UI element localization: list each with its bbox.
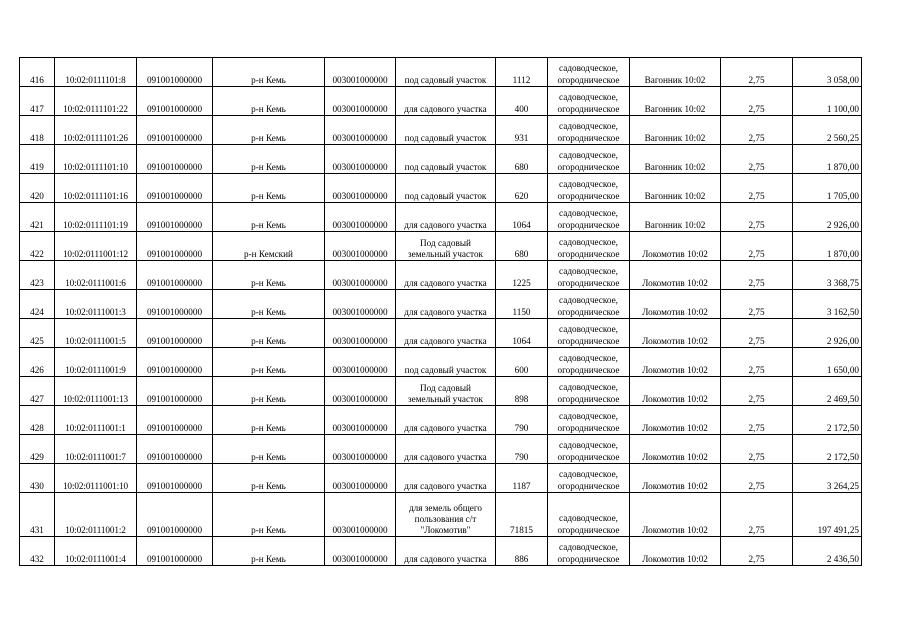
cell-oktmo: 003001000000 bbox=[325, 58, 396, 87]
table-row bbox=[20, 493, 862, 537]
cell-oktmo: 003001000000 bbox=[325, 116, 396, 145]
cell-oktmo: 003001000000 bbox=[325, 406, 396, 435]
cell-permitted-use: для садового участка bbox=[396, 290, 496, 319]
cell-sum: 1 650,00 bbox=[793, 348, 862, 377]
cell-rate: 2,75 bbox=[721, 435, 793, 464]
cell-rate: 2,75 bbox=[721, 116, 793, 145]
cell-permitted-use: для садового участка bbox=[396, 464, 496, 493]
cell-okato: 091001000000 bbox=[137, 261, 213, 290]
cell-permitted-use: под садовый участок bbox=[396, 116, 496, 145]
cell-district: р-н Кемь bbox=[213, 319, 325, 348]
cell-cadastral-zone: Вагонник 10:02 bbox=[630, 174, 721, 203]
cell-okato: 091001000000 bbox=[137, 537, 213, 566]
cell-cadastral-zone: Вагонник 10:02 bbox=[630, 58, 721, 87]
cell-area: 898 bbox=[496, 377, 548, 406]
cell-row-number: 428 bbox=[20, 406, 55, 435]
cell-district: р-н Кемь bbox=[213, 58, 325, 87]
cell-rate: 2,75 bbox=[721, 377, 793, 406]
cell-cadastral-number: 10:02:0111001:2 bbox=[55, 493, 137, 537]
cell-land-category: садоводческое, огородническое bbox=[548, 174, 630, 203]
cell-cadastral-number: 10:02:0111101:16 bbox=[55, 174, 137, 203]
cell-area: 886 bbox=[496, 537, 548, 566]
cell-area: 1150 bbox=[496, 290, 548, 319]
cell-area: 1064 bbox=[496, 203, 548, 232]
cell-district: р-н Кемь bbox=[213, 261, 325, 290]
cell-okato: 091001000000 bbox=[137, 493, 213, 537]
cell-district: р-н Кемь bbox=[213, 116, 325, 145]
cell-permitted-use: для садового участка bbox=[396, 406, 496, 435]
cell-land-category: садоводческое, огородническое bbox=[548, 406, 630, 435]
cell-land-category: садоводческое, огородническое bbox=[548, 116, 630, 145]
land-register-table bbox=[19, 57, 862, 566]
cell-land-category: садоводческое, огородническое bbox=[548, 203, 630, 232]
cell-cadastral-number: 10:02:0111101:19 bbox=[55, 203, 137, 232]
cell-oktmo: 003001000000 bbox=[325, 290, 396, 319]
cell-district: р-н Кемь bbox=[213, 174, 325, 203]
cell-area: 680 bbox=[496, 232, 548, 261]
table-row bbox=[20, 537, 862, 566]
cell-row-number: 420 bbox=[20, 174, 55, 203]
table-row bbox=[20, 348, 862, 377]
cell-permitted-use: под садовый участок bbox=[396, 145, 496, 174]
cell-okato: 091001000000 bbox=[137, 174, 213, 203]
cell-rate: 2,75 bbox=[721, 493, 793, 537]
cell-cadastral-number: 10:02:0111001:4 bbox=[55, 537, 137, 566]
cell-land-category: садоводческое, огородническое bbox=[548, 261, 630, 290]
table-row bbox=[20, 319, 862, 348]
cell-cadastral-number: 10:02:0111101:8 bbox=[55, 58, 137, 87]
table-row bbox=[20, 464, 862, 493]
cell-okato: 091001000000 bbox=[137, 290, 213, 319]
cell-sum: 2 560,25 bbox=[793, 116, 862, 145]
cell-row-number: 421 bbox=[20, 203, 55, 232]
cell-oktmo: 003001000000 bbox=[325, 319, 396, 348]
cell-area: 931 bbox=[496, 116, 548, 145]
cell-rate: 2,75 bbox=[721, 319, 793, 348]
cell-cadastral-zone: Вагонник 10:02 bbox=[630, 203, 721, 232]
cell-land-category: садоводческое, огородническое bbox=[548, 290, 630, 319]
cell-rate: 2,75 bbox=[721, 203, 793, 232]
cell-district: р-н Кемь bbox=[213, 87, 325, 116]
cell-okato: 091001000000 bbox=[137, 319, 213, 348]
cell-cadastral-number: 10:02:0111001:12 bbox=[55, 232, 137, 261]
cell-land-category: садоводческое, огородническое bbox=[548, 87, 630, 116]
cell-cadastral-zone: Локомотив 10:02 bbox=[630, 348, 721, 377]
cell-permitted-use: Под садовый земельный участок bbox=[396, 232, 496, 261]
cell-cadastral-zone: Локомотив 10:02 bbox=[630, 464, 721, 493]
cell-permitted-use: для садового участка bbox=[396, 261, 496, 290]
cell-cadastral-number: 10:02:0111001:5 bbox=[55, 319, 137, 348]
cell-cadastral-number: 10:02:0111001:1 bbox=[55, 406, 137, 435]
cell-oktmo: 003001000000 bbox=[325, 435, 396, 464]
table-row bbox=[20, 87, 862, 116]
cell-row-number: 429 bbox=[20, 435, 55, 464]
cell-cadastral-zone: Локомотив 10:02 bbox=[630, 319, 721, 348]
cell-row-number: 430 bbox=[20, 464, 55, 493]
cell-land-category: садоводческое, огородническое bbox=[548, 58, 630, 87]
table-row bbox=[20, 203, 862, 232]
table-row bbox=[20, 261, 862, 290]
cell-okato: 091001000000 bbox=[137, 406, 213, 435]
cell-sum: 1 100,00 bbox=[793, 87, 862, 116]
cell-cadastral-number: 10:02:0111001:3 bbox=[55, 290, 137, 319]
cell-permitted-use: для садового участка bbox=[396, 203, 496, 232]
cell-okato: 091001000000 bbox=[137, 116, 213, 145]
table-row bbox=[20, 145, 862, 174]
cell-oktmo: 003001000000 bbox=[325, 261, 396, 290]
cell-okato: 091001000000 bbox=[137, 348, 213, 377]
table-row bbox=[20, 290, 862, 319]
cell-okato: 091001000000 bbox=[137, 145, 213, 174]
cell-cadastral-number: 10:02:0111101:26 bbox=[55, 116, 137, 145]
cell-row-number: 431 bbox=[20, 493, 55, 537]
cell-land-category: садоводческое, огородническое bbox=[548, 348, 630, 377]
table-body bbox=[20, 58, 862, 566]
cell-sum: 2 926,00 bbox=[793, 319, 862, 348]
cell-row-number: 423 bbox=[20, 261, 55, 290]
table-row bbox=[20, 406, 862, 435]
table-row bbox=[20, 58, 862, 87]
cell-sum: 2 436,50 bbox=[793, 537, 862, 566]
cell-sum: 197 491,25 bbox=[793, 493, 862, 537]
cell-row-number: 422 bbox=[20, 232, 55, 261]
cell-cadastral-zone: Локомотив 10:02 bbox=[630, 290, 721, 319]
cell-sum: 3 368,75 bbox=[793, 261, 862, 290]
cell-permitted-use: под садовый участок bbox=[396, 58, 496, 87]
cell-sum: 1 870,00 bbox=[793, 232, 862, 261]
cell-cadastral-zone: Локомотив 10:02 bbox=[630, 232, 721, 261]
cell-cadastral-number: 10:02:0111101:22 bbox=[55, 87, 137, 116]
cell-oktmo: 003001000000 bbox=[325, 493, 396, 537]
cell-district: р-н Кемь bbox=[213, 348, 325, 377]
cell-district: р-н Кемь bbox=[213, 290, 325, 319]
cell-cadastral-zone: Вагонник 10:02 bbox=[630, 87, 721, 116]
cell-land-category: садоводческое, огородническое bbox=[548, 493, 630, 537]
cell-oktmo: 003001000000 bbox=[325, 174, 396, 203]
cell-land-category: садоводческое, огородническое bbox=[548, 319, 630, 348]
cell-rate: 2,75 bbox=[721, 232, 793, 261]
cell-area: 400 bbox=[496, 87, 548, 116]
cell-sum: 2 469,50 bbox=[793, 377, 862, 406]
cell-permitted-use: для садового участка bbox=[396, 87, 496, 116]
cell-row-number: 419 bbox=[20, 145, 55, 174]
cell-oktmo: 003001000000 bbox=[325, 203, 396, 232]
cell-area: 680 bbox=[496, 145, 548, 174]
cell-okato: 091001000000 bbox=[137, 464, 213, 493]
cell-cadastral-zone: Локомотив 10:02 bbox=[630, 493, 721, 537]
cell-row-number: 417 bbox=[20, 87, 55, 116]
cell-area: 790 bbox=[496, 435, 548, 464]
cell-cadastral-number: 10:02:0111001:10 bbox=[55, 464, 137, 493]
cell-oktmo: 003001000000 bbox=[325, 232, 396, 261]
cell-cadastral-zone: Вагонник 10:02 bbox=[630, 145, 721, 174]
cell-oktmo: 003001000000 bbox=[325, 377, 396, 406]
cell-sum: 1 870,00 bbox=[793, 145, 862, 174]
cell-permitted-use: под садовый участок bbox=[396, 348, 496, 377]
cell-rate: 2,75 bbox=[721, 290, 793, 319]
cell-okato: 091001000000 bbox=[137, 203, 213, 232]
cell-permitted-use: для земель общего пользования с/т "Локомотив" bbox=[396, 493, 496, 537]
table-row bbox=[20, 174, 862, 203]
cell-land-category: садоводческое, огородническое bbox=[548, 464, 630, 493]
cell-land-category: садоводческое, огородническое bbox=[548, 145, 630, 174]
cell-row-number: 432 bbox=[20, 537, 55, 566]
cell-area: 790 bbox=[496, 406, 548, 435]
cell-area: 1187 bbox=[496, 464, 548, 493]
cell-okato: 091001000000 bbox=[137, 87, 213, 116]
cell-oktmo: 003001000000 bbox=[325, 87, 396, 116]
cell-sum: 3 162,50 bbox=[793, 290, 862, 319]
cell-sum: 2 172,50 bbox=[793, 406, 862, 435]
cell-sum: 2 172,50 bbox=[793, 435, 862, 464]
cell-cadastral-number: 10:02:0111001:13 bbox=[55, 377, 137, 406]
cell-cadastral-zone: Локомотив 10:02 bbox=[630, 261, 721, 290]
cell-oktmo: 003001000000 bbox=[325, 537, 396, 566]
cell-rate: 2,75 bbox=[721, 87, 793, 116]
cell-rate: 2,75 bbox=[721, 464, 793, 493]
cell-land-category: садоводческое, огородническое bbox=[548, 232, 630, 261]
cell-sum: 3 264,25 bbox=[793, 464, 862, 493]
cell-area: 620 bbox=[496, 174, 548, 203]
cell-oktmo: 003001000000 bbox=[325, 464, 396, 493]
cell-area: 600 bbox=[496, 348, 548, 377]
cell-permitted-use: под садовый участок bbox=[396, 174, 496, 203]
cell-cadastral-number: 10:02:0111101:10 bbox=[55, 145, 137, 174]
cell-district: р-н Кемь bbox=[213, 145, 325, 174]
cell-okato: 091001000000 bbox=[137, 232, 213, 261]
cell-permitted-use: для садового участка bbox=[396, 435, 496, 464]
cell-sum: 1 705,00 bbox=[793, 174, 862, 203]
cell-row-number: 424 bbox=[20, 290, 55, 319]
cell-rate: 2,75 bbox=[721, 174, 793, 203]
cell-okato: 091001000000 bbox=[137, 377, 213, 406]
cell-row-number: 416 bbox=[20, 58, 55, 87]
cell-sum: 3 058,00 bbox=[793, 58, 862, 87]
cell-permitted-use: для садового участка bbox=[396, 319, 496, 348]
cell-permitted-use: Под садовый земельный участок bbox=[396, 377, 496, 406]
cell-district: р-н Кемский bbox=[213, 232, 325, 261]
cell-area: 1225 bbox=[496, 261, 548, 290]
cell-cadastral-zone: Локомотив 10:02 bbox=[630, 435, 721, 464]
table-row bbox=[20, 377, 862, 406]
cell-cadastral-zone: Локомотив 10:02 bbox=[630, 537, 721, 566]
cell-rate: 2,75 bbox=[721, 145, 793, 174]
cell-rate: 2,75 bbox=[721, 537, 793, 566]
cell-district: р-н Кемь bbox=[213, 377, 325, 406]
cell-okato: 091001000000 bbox=[137, 58, 213, 87]
cell-rate: 2,75 bbox=[721, 58, 793, 87]
cell-land-category: садоводческое, огородническое bbox=[548, 537, 630, 566]
cell-land-category: садоводческое, огородническое bbox=[548, 435, 630, 464]
cell-oktmo: 003001000000 bbox=[325, 145, 396, 174]
cell-rate: 2,75 bbox=[721, 406, 793, 435]
cell-area: 1112 bbox=[496, 58, 548, 87]
cell-cadastral-zone: Локомотив 10:02 bbox=[630, 406, 721, 435]
cell-okato: 091001000000 bbox=[137, 435, 213, 464]
cell-cadastral-number: 10:02:0111001:6 bbox=[55, 261, 137, 290]
cell-rate: 2,75 bbox=[721, 261, 793, 290]
cell-sum: 2 926,00 bbox=[793, 203, 862, 232]
table-row bbox=[20, 435, 862, 464]
cell-cadastral-zone: Вагонник 10:02 bbox=[630, 116, 721, 145]
table-row bbox=[20, 116, 862, 145]
cell-rate: 2,75 bbox=[721, 348, 793, 377]
cell-district: р-н Кемь bbox=[213, 464, 325, 493]
cell-permitted-use: для садового участка bbox=[396, 537, 496, 566]
table-row bbox=[20, 232, 862, 261]
cell-row-number: 426 bbox=[20, 348, 55, 377]
cell-row-number: 425 bbox=[20, 319, 55, 348]
cell-cadastral-number: 10:02:0111001:7 bbox=[55, 435, 137, 464]
cell-district: р-н Кемь bbox=[213, 537, 325, 566]
cell-cadastral-zone: Локомотив 10:02 bbox=[630, 377, 721, 406]
cell-oktmo: 003001000000 bbox=[325, 348, 396, 377]
cell-district: р-н Кемь bbox=[213, 493, 325, 537]
cell-row-number: 418 bbox=[20, 116, 55, 145]
cell-area: 71815 bbox=[496, 493, 548, 537]
cell-district: р-н Кемь bbox=[213, 203, 325, 232]
cell-land-category: садоводческое, огородническое bbox=[548, 377, 630, 406]
cell-district: р-н Кемь bbox=[213, 435, 325, 464]
cell-district: р-н Кемь bbox=[213, 406, 325, 435]
cell-cadastral-number: 10:02:0111001:9 bbox=[55, 348, 137, 377]
cell-row-number: 427 bbox=[20, 377, 55, 406]
cell-area: 1064 bbox=[496, 319, 548, 348]
